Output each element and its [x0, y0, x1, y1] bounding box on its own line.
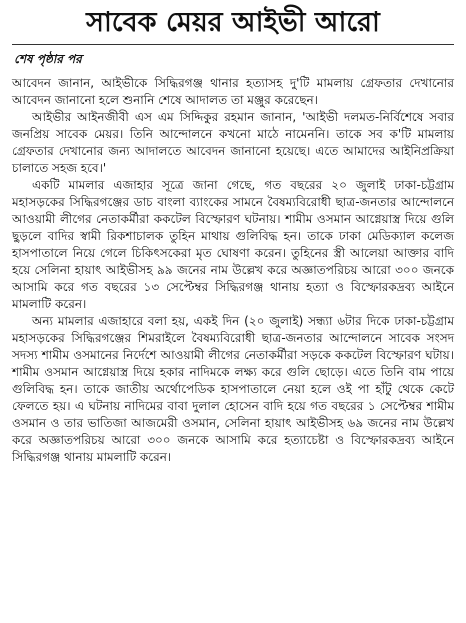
paragraph: আইভীর আইনজীবী এস এম সিদ্দিকুর রহমান জানান, 'আইভী দলমত-নির্বিশেষে সবার জনপ্রিয় সাবেক মেয়র। তিনি আন্দোলনে কখনো মাঠে নামেননি। তাকে সব ক'টি মামলায় গ্রেফতার দেখানোর জন্য আদালতে আবেদন জানানো হয়েছে। এতে আমাদের আইনিপ্রক্রিয়া চালাতে সহজ হবে।'	[12, 110, 454, 175]
headline-divider	[12, 44, 454, 45]
continued-label: শেষ পৃষ্ঠার পর	[14, 52, 82, 66]
headline: সাবেক মেয়র আইভী আরো	[86, 7, 380, 38]
article-body	[12, 75, 454, 466]
paragraph: একটি মামলার এজাহার সূত্রে জানা গেছে, গত বছরের ২০ জুলাই ঢাকা-চট্টগ্রাম মহাসড়কের সিদ্ধিরগঞ্জের ডাচ বাংলা ব্যাংকের সামনে বৈষম্যবিরোধী ছাত্র-জনতার আন্দোলনে আওয়ামী লীগের নেতাকর্মীরা ককটেল বিস্ফোরণ ঘটনায়। শামীম ওসমান আগ্নেয়াস্ত্র দিয়ে গুলি ছুড়লে বাদির স্বামী রিকশাচালক তুহিন মাথায় গুলিবিদ্ধ হন। তাকে ঢাকা মেডিক্যাল কলেজ হাসপাতালে নিয়ে গেলে চিকিৎসকেরা মৃত ঘোষণা করেন। তুহিনের স্ত্রী আলেয়া আক্তার বাদি হয়ে সেলিনা হায়াৎ আইভীসহ ৯৯ জনের নাম উল্লেখ করে অজ্ঞাতপরিচয় আরো ৩০০ জনকে আসামি করে গত বছরের ১৩ সেপ্টেম্বর সিদ্ধিরগঞ্জ থানায় হত্যা ও বিস্ফোরকদ্রব্য আইনে মামলাটি করেন।	[12, 178, 454, 311]
paragraph: অন্য মামলার এজাহারে বলা হয়, একই দিন (২০ জুলাই) সন্ধ্যা ৬টার দিকে ঢাকা-চট্টগ্রাম মহাসড়কের সিদ্ধিরগঞ্জের শিমরাইলে বৈষম্যবিরোধী ছাত্র-জনতার আন্দোলনে সাবেক সংসদ সদস্য শামীম ওসমানের নির্দেশে আওয়ামী লীগের নেতাকর্মীরা সড়কে ককটেল বিস্ফোরণ ঘটায়। শামীম ওসমান আগ্নেয়াস্ত্র দিয়ে হকার নাদিমকে লক্ষ্য করে গুলি ছোড়ে। এতে তিনি বাম পায়ে গুলিবিদ্ধ হন। তাকে জাতীয় অর্থোপেডিক হাসপাতালে নেয়া হলে ওই পা হাঁটু থেকে কেটে ফেলতে হয়। এ ঘটনায় নাদিমের বাবা দুলাল হোসেন বাদি হয়ে গত বছরের ১ সেপ্টেম্বর শামীম ওসমান ও তার ভাতিজা আজমেরী ওসমান, সেলিনা হায়াৎ আইভীসহ ৬৯ জনের নাম উল্লেখ করে অজ্ঞাতপরিচয় আরো ৩০০ জনকে আসামি করে হত্যাচেষ্টা ও বিস্ফোরকদ্রব্য আইনে সিদ্ধিরগঞ্জ থানায় মামলাটি করেন।	[12, 314, 454, 464]
paragraph: আবেদন জানান, আইভীকে সিদ্ধিরগঞ্জ থানার হত্যাসহ দু'টি মামলায় গ্রেফতার দেখানোর আবেদন জানানো হলে শুনানি শেষে আদালত তা মঞ্জুর করেছেন।	[12, 76, 454, 107]
